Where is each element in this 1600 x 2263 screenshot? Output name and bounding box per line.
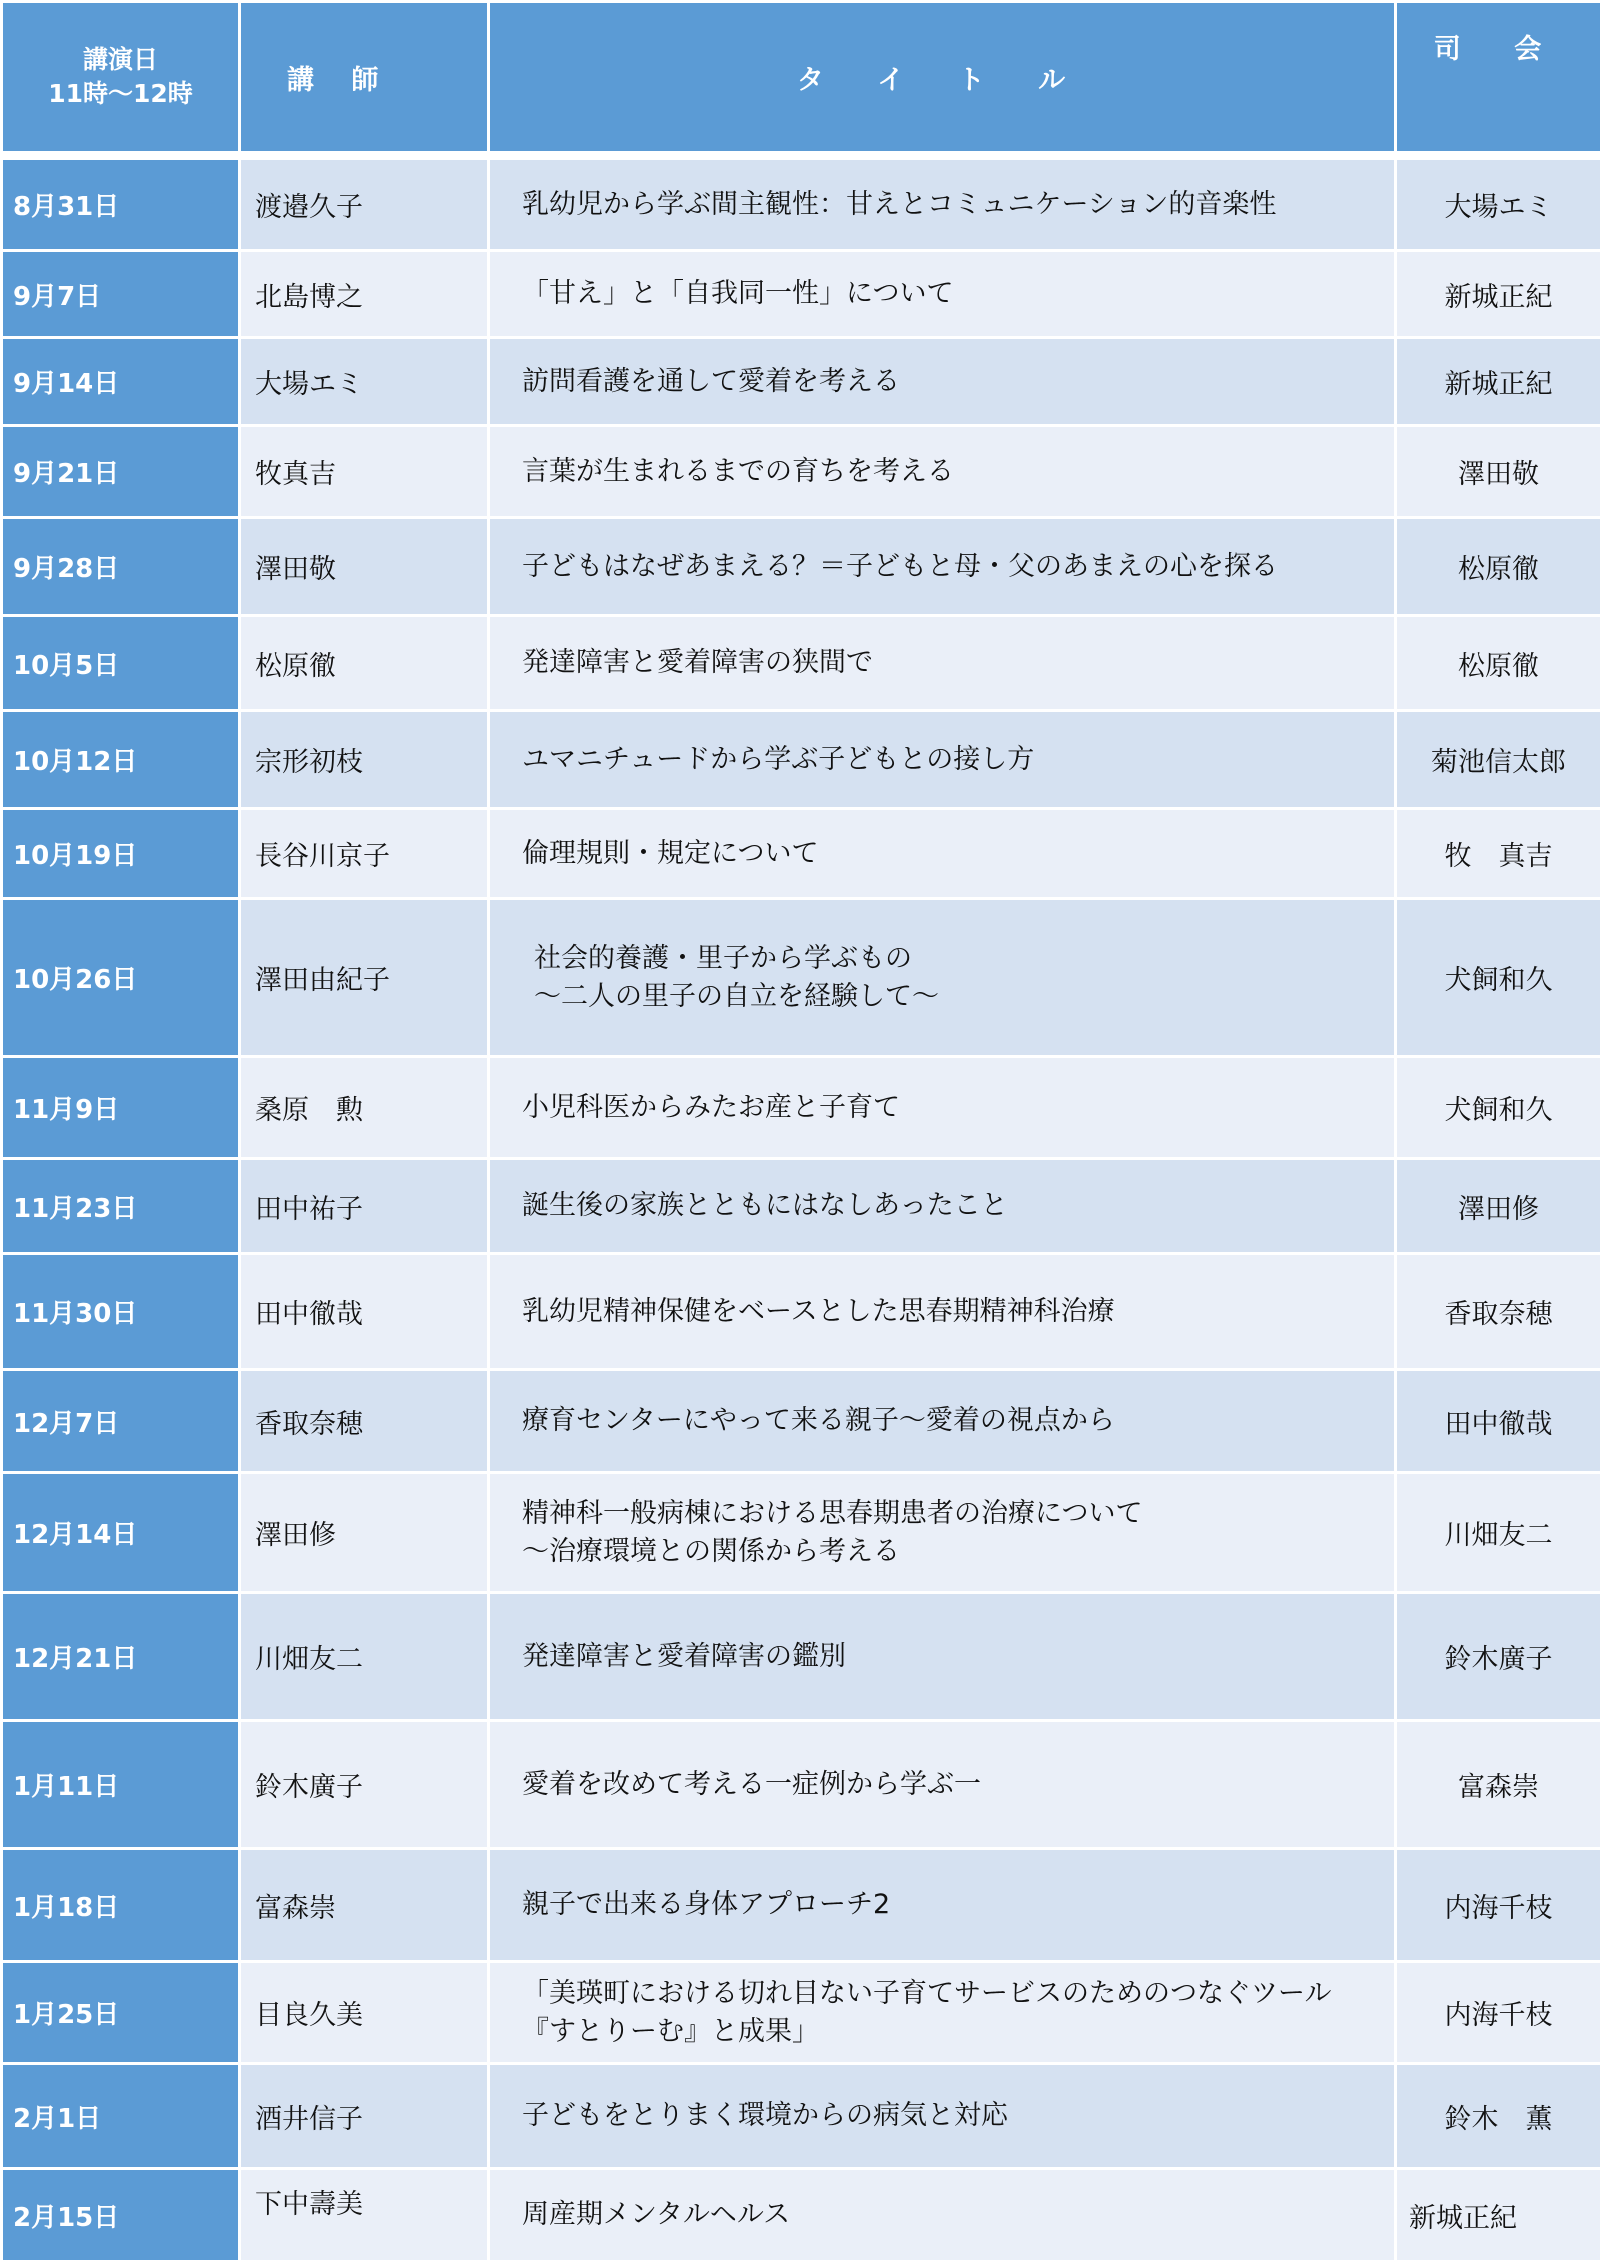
date-cell: 1月25日 <box>2 1962 240 2064</box>
date-cell: 12月7日 <box>2 1370 240 1473</box>
title-cell <box>489 338 1396 426</box>
lecturer-cell: 田中徹哉 <box>240 1254 489 1370</box>
host-cell: 鈴木 薫 <box>1396 2064 1600 2169</box>
lecturer-cell: 富森崇 <box>240 1849 489 1962</box>
lecturer-cell: 牧真吉 <box>240 426 489 518</box>
title-line: 発達障害と愛着障害の鑑別 <box>522 1638 1394 1676</box>
lecturer-cell: 川畑友二 <box>240 1593 489 1721</box>
table-row <box>2 1473 1600 1593</box>
title-line: 乳幼児から学ぶ間主観性：甘えとコミュニケーション的音楽性 <box>522 186 1394 224</box>
date-cell: 11月30日 <box>2 1254 240 1370</box>
host-cell: 松原徹 <box>1396 518 1600 616</box>
title-cell <box>489 1593 1396 1721</box>
host-cell: 香取奈穂 <box>1396 1254 1600 1370</box>
lecturer-cell: 宗形初枝 <box>240 711 489 809</box>
date-cell: 10月19日 <box>2 809 240 899</box>
title-cell <box>489 899 1396 1057</box>
title-line: 親子で出来る身体アプローチ2 <box>522 1886 1394 1924</box>
date-cell: 10月26日 <box>2 899 240 1057</box>
host-cell: 内海千枝 <box>1396 1849 1600 1962</box>
lecturer-cell: 澤田修 <box>240 1473 489 1593</box>
lecturer-cell: 酒井信子 <box>240 2064 489 2169</box>
lecturer-cell: 下中壽美 <box>240 2169 489 2262</box>
table-body <box>2 156 1600 2262</box>
host-cell: 富森崇 <box>1396 1721 1600 1849</box>
table-header <box>2 2 1600 156</box>
lecturer-cell: 松原徹 <box>240 616 489 711</box>
table-row <box>2 809 1600 899</box>
lecturer-cell: 香取奈穂 <box>240 1370 489 1473</box>
host-cell: 川畑友二 <box>1396 1473 1600 1593</box>
date-cell: 1月11日 <box>2 1721 240 1849</box>
header-lecturer: 講 師 <box>240 2 489 156</box>
title-cell <box>489 1159 1396 1254</box>
table-row <box>2 1254 1600 1370</box>
title-cell <box>489 1721 1396 1849</box>
date-cell: 12月21日 <box>2 1593 240 1721</box>
lecturer-cell: 澤田由紀子 <box>240 899 489 1057</box>
table-row <box>2 2064 1600 2169</box>
title-line: 発達障害と愛着障害の狭間で <box>522 644 1394 682</box>
title-subline: 〜二人の里子の自立を経験して〜 <box>534 978 1394 1016</box>
host-cell: 大場エミ <box>1396 156 1600 251</box>
header-date <box>2 2 240 156</box>
title-line: 「甘え」と「自我同一性」について <box>522 275 1394 313</box>
host-cell: 澤田敬 <box>1396 426 1600 518</box>
table-row <box>2 2169 1600 2262</box>
date-cell: 8月31日 <box>2 156 240 251</box>
table-row <box>2 1962 1600 2064</box>
table-row <box>2 518 1600 616</box>
table-row <box>2 156 1600 251</box>
host-cell: 菊池信太郎 <box>1396 711 1600 809</box>
lecturer-cell: 澤田敬 <box>240 518 489 616</box>
date-cell: 9月14日 <box>2 338 240 426</box>
title-cell <box>489 518 1396 616</box>
title-line: 精神科一般病棟における思春期患者の治療について <box>522 1495 1394 1533</box>
title-cell <box>489 1849 1396 1962</box>
table-row <box>2 899 1600 1057</box>
title-line: 療育センターにやって来る親子〜愛着の視点から <box>522 1402 1394 1440</box>
lecturer-cell: 長谷川京子 <box>240 809 489 899</box>
title-line: 社会的養護・里子から学ぶもの <box>534 940 1394 978</box>
lecturer-cell: 桑原 勲 <box>240 1057 489 1159</box>
title-line: 小児科医からみたお産と子育て <box>522 1089 1394 1127</box>
host-cell: 新城正紀 <box>1396 2169 1600 2262</box>
lecturer-cell: 田中祐子 <box>240 1159 489 1254</box>
date-cell: 12月14日 <box>2 1473 240 1593</box>
title-cell <box>489 711 1396 809</box>
date-cell: 2月1日 <box>2 2064 240 2169</box>
lecturer-cell: 目良久美 <box>240 1962 489 2064</box>
date-cell: 10月12日 <box>2 711 240 809</box>
host-cell: 田中徹哉 <box>1396 1370 1600 1473</box>
title-line: 愛着を改めて考える一症例から学ぶ一 <box>522 1766 1394 1804</box>
title-cell <box>489 2169 1396 2262</box>
host-cell: 澤田修 <box>1396 1159 1600 1254</box>
date-cell: 9月21日 <box>2 426 240 518</box>
host-cell: 犬飼和久 <box>1396 1057 1600 1159</box>
date-cell: 11月9日 <box>2 1057 240 1159</box>
title-cell <box>489 1473 1396 1593</box>
title-cell <box>489 2064 1396 2169</box>
title-subline: 〜治療環境との関係から考える <box>522 1533 1394 1571</box>
lecturer-cell: 鈴木廣子 <box>240 1721 489 1849</box>
table-row <box>2 426 1600 518</box>
title-line: 訪問看護を通して愛着を考える <box>522 363 1394 401</box>
title-line: 子どもをとりまく環境からの病気と対応 <box>522 2097 1394 2135</box>
title-line: ユマニチュードから学ぶ子どもとの接し方 <box>522 741 1394 779</box>
title-line: 「美瑛町における切れ目ない子育てサービスのためのつなぐツール <box>522 1975 1394 2013</box>
title-cell <box>489 616 1396 711</box>
table-row <box>2 1057 1600 1159</box>
date-cell: 9月7日 <box>2 251 240 338</box>
title-cell <box>489 251 1396 338</box>
host-cell: 内海千枝 <box>1396 1962 1600 2064</box>
title-cell <box>489 156 1396 251</box>
table-row <box>2 1721 1600 1849</box>
header-time-label: 11時〜12時 <box>3 77 238 111</box>
title-line: 誕生後の家族とともにはなしあったこと <box>522 1187 1394 1225</box>
date-cell: 2月15日 <box>2 2169 240 2262</box>
table-row <box>2 1159 1600 1254</box>
table-row <box>2 251 1600 338</box>
title-line: 周産期メンタルヘルス <box>522 2196 1394 2234</box>
title-cell <box>489 1057 1396 1159</box>
lecturer-cell: 渡邉久子 <box>240 156 489 251</box>
table-row <box>2 711 1600 809</box>
table-row <box>2 616 1600 711</box>
host-cell: 犬飼和久 <box>1396 899 1600 1057</box>
title-cell <box>489 1254 1396 1370</box>
date-cell: 1月18日 <box>2 1849 240 1962</box>
title-line: 乳幼児精神保健をベースとした思春期精神科治療 <box>522 1293 1394 1331</box>
lecturer-cell: 北島博之 <box>240 251 489 338</box>
title-line: 子どもはなぜあまえる？＝子どもと母・父のあまえの心を探る <box>522 548 1394 586</box>
title-cell <box>489 1962 1396 2064</box>
table-row <box>2 338 1600 426</box>
date-cell: 11月23日 <box>2 1159 240 1254</box>
title-cell <box>489 1370 1396 1473</box>
title-cell <box>489 426 1396 518</box>
header-date-label: 講演日 <box>3 43 238 77</box>
table-row <box>2 1849 1600 1962</box>
title-subline: 『すとりーむ』と成果」 <box>522 2013 1394 2051</box>
date-cell: 9月28日 <box>2 518 240 616</box>
host-cell: 新城正紀 <box>1396 338 1600 426</box>
header-host: 司 会 <box>1396 2 1600 156</box>
title-cell <box>489 809 1396 899</box>
title-line: 倫理規則・規定について <box>522 835 1394 873</box>
title-line: 言葉が生まれるまでの育ちを考える <box>522 453 1394 491</box>
table-row <box>2 1370 1600 1473</box>
host-cell: 鈴木廣子 <box>1396 1593 1600 1721</box>
table-row <box>2 1593 1600 1721</box>
lecturer-cell: 大場エミ <box>240 338 489 426</box>
header-title: タ イ ト ル <box>489 2 1396 156</box>
host-cell: 新城正紀 <box>1396 251 1600 338</box>
date-cell: 10月5日 <box>2 616 240 711</box>
host-cell: 松原徹 <box>1396 616 1600 711</box>
host-cell: 牧 真吉 <box>1396 809 1600 899</box>
